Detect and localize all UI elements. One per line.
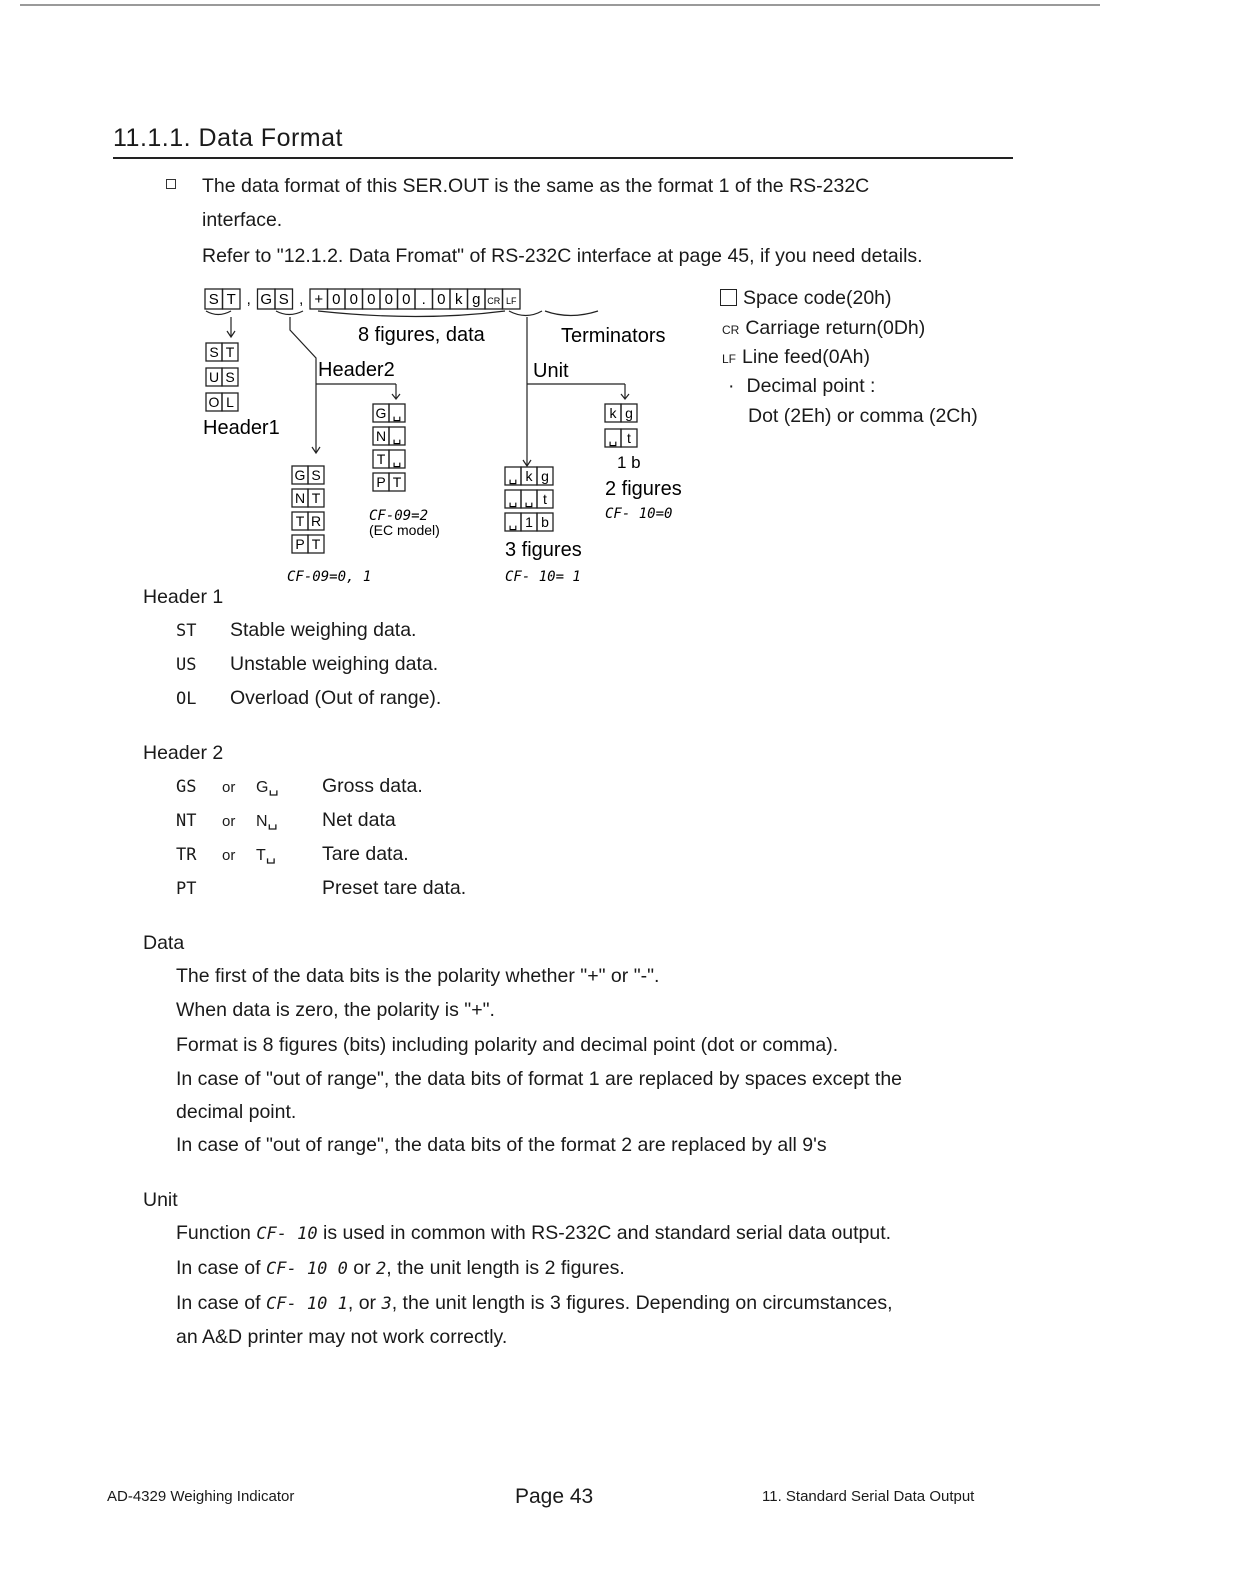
code-char: T: [376, 451, 386, 467]
cf09-ec: CF-09=2: [369, 508, 429, 524]
cf10-1: CF- 10= 1: [505, 569, 581, 585]
header1-codes: [206, 343, 238, 411]
intro-line-2: interface.: [202, 209, 283, 231]
unit2-code-0: [605, 404, 637, 422]
code-char: T: [225, 344, 235, 360]
unit2-code-2: 1 b: [617, 453, 641, 472]
header2-row-desc: Net data: [322, 809, 396, 831]
code-char: t: [543, 491, 547, 507]
header2-ec-code-3: [373, 473, 405, 491]
code-char: O: [208, 394, 220, 410]
header2-row-code: GS: [176, 777, 197, 797]
code-char: N: [294, 490, 306, 506]
footer-left: AD-4329 Weighing Indicator: [107, 1488, 295, 1505]
legend-decimal-2: Dot (2Eh) or comma (2Ch): [748, 405, 978, 427]
code-char: ␣: [508, 468, 518, 484]
header1-row: [176, 685, 441, 712]
header1-row-code: ST: [176, 621, 197, 641]
unit-3fig-label: 3 figures: [505, 539, 582, 561]
ec-model-label: (EC model): [369, 522, 440, 538]
code-char: T: [311, 536, 321, 552]
header2-row-alt: T␣: [256, 847, 276, 864]
code-char: P: [295, 536, 305, 552]
legend-lf: LF Line feed(0Ah): [722, 346, 870, 368]
header1-row: [176, 651, 438, 678]
header2-row-or: or: [222, 779, 236, 796]
cf09-std: CF-09=0, 1: [287, 569, 372, 585]
header2-code-pt: [292, 535, 324, 553]
format-char: 0: [367, 291, 376, 308]
data-format-diagram: [0, 0, 1244, 620]
unit-line-4: an A&D printer may not work correctly.: [176, 1326, 508, 1348]
header1-row-desc: Stable weighing data.: [230, 619, 417, 641]
data-line: When data is zero, the polarity is "+".: [176, 999, 495, 1021]
data-line: decimal point.: [176, 1101, 297, 1123]
unit-line-3: In case of CF- 10 1, or 3, the unit length is 3 figures. Depending on circumstances,: [176, 1292, 893, 1314]
data-line: The first of the data bits is the polarity whether "+" or "-".: [176, 965, 660, 987]
unit-2fig-label: 2 figures: [605, 478, 682, 500]
header1-row-desc: Unstable weighing data.: [230, 653, 439, 675]
label-header2: Header2: [318, 359, 395, 381]
format-char: 0: [332, 291, 341, 308]
format-char: +: [314, 291, 324, 308]
format-char: S: [278, 291, 289, 308]
header2-row-alt: N␣: [256, 813, 278, 830]
header2-ec-code-1: [373, 427, 405, 445]
code-char: S: [209, 344, 219, 360]
header1-code-st: [206, 343, 238, 361]
footer-page: Page 43: [515, 1485, 594, 1508]
format-char: 0: [437, 291, 446, 308]
label-8-figures: 8 figures, data: [358, 324, 485, 346]
format-char: 0: [349, 291, 358, 308]
legend-decimal: · Decimal point :: [728, 375, 876, 397]
header1-row-desc: Overload (Out of range).: [230, 687, 442, 709]
format-char: S: [208, 291, 219, 308]
header2-codes: [292, 466, 324, 553]
format-char: T: [226, 291, 236, 308]
section-title: 11.1.1. Data Format: [113, 124, 343, 152]
header2-row-code: TR: [176, 845, 197, 865]
format-char: LF: [505, 296, 517, 306]
code-char: U: [208, 369, 220, 385]
format-char: G: [260, 291, 273, 308]
header2-row: [176, 875, 466, 902]
header2-row-alt: G␣: [256, 779, 279, 796]
intro-line-3: Refer to "12.1.2. Data Fromat" of RS-232C interface at page 45, if you need details.: [202, 245, 923, 267]
header2-row-code: NT: [176, 811, 197, 831]
code-char: ␣: [392, 428, 402, 444]
code-char: L: [226, 394, 234, 410]
legend-cr: CR Carriage return(0Dh): [722, 317, 926, 339]
code-char: k: [525, 468, 533, 484]
code-char: T: [295, 513, 305, 529]
unit3-code-1: [505, 490, 553, 508]
code-char: g: [625, 405, 633, 421]
header1-row-code: US: [176, 655, 197, 675]
code-char: ␣: [392, 451, 402, 467]
header2-row: [176, 773, 423, 801]
code-char: k: [609, 405, 617, 421]
label-terminators: Terminators: [561, 325, 666, 347]
unit-2fig-codes: [605, 404, 641, 472]
code-char: ␣: [524, 491, 534, 507]
header2-row-desc: Gross data.: [322, 775, 423, 797]
format-char: .: [421, 291, 426, 308]
format-char: 0: [384, 291, 393, 308]
decimal-point-icon: ·: [728, 375, 735, 397]
format-char: k: [455, 291, 463, 308]
header1-heading: Header 1: [143, 586, 224, 608]
unit-line-2: In case of CF- 10 0 or 2, the unit length is 2 figures.: [176, 1257, 625, 1279]
header2-row-code: PT: [176, 879, 197, 899]
label-unit: Unit: [533, 360, 569, 382]
code-char: S: [311, 467, 321, 483]
format-char: ,: [246, 291, 251, 308]
header2-code-tr: [292, 512, 324, 530]
data-line: In case of "out of range", the data bits of the format 2 are replaced by all 9's: [176, 1134, 827, 1156]
space-code-icon: [720, 289, 737, 306]
code-char: ␣: [508, 514, 518, 530]
format-char: ,: [299, 291, 304, 308]
label-header1: Header1: [203, 417, 280, 439]
format-char: 0: [402, 291, 411, 308]
header2-ec-code-2: [373, 450, 405, 468]
data-line: In case of "out of range", the data bits of format 1 are replaced by spaces except the: [176, 1068, 903, 1090]
code-char: T: [311, 490, 321, 506]
unit-heading: Unit: [143, 1189, 178, 1211]
header1-row-code: OL: [176, 689, 197, 709]
header2-row: [176, 807, 396, 835]
data-line: Format is 8 figures (bits) including polarity and decimal point (dot or comma).: [176, 1034, 839, 1056]
code-char: R: [310, 513, 322, 529]
format-cells: [205, 289, 520, 309]
lf-icon: LF: [722, 352, 737, 366]
code-char: T: [392, 474, 402, 490]
header2-row-or: or: [222, 847, 236, 864]
header2-row-desc: Tare data.: [322, 843, 409, 865]
legend-space: Space code(20h): [720, 285, 892, 311]
code-char: G: [294, 467, 306, 483]
header1-code-us: [206, 368, 238, 386]
code-char: ␣: [392, 405, 402, 421]
code-char: G: [375, 405, 387, 421]
header1-code-ol: [206, 393, 238, 411]
header2-heading: Header 2: [143, 742, 224, 764]
code-char: P: [376, 474, 386, 490]
code-char: ␣: [608, 430, 618, 446]
header1-row: [176, 617, 416, 644]
cf10-0: CF- 10=0: [605, 506, 673, 522]
code-char: b: [541, 514, 549, 530]
unit3-code-2: [505, 513, 553, 531]
format-char: g: [472, 291, 481, 308]
header2-ec-code-0: [373, 404, 405, 422]
unit-line-1: Function CF- 10 is used in common with RS-232C and standard serial data output.: [176, 1222, 892, 1244]
header2-row-desc: Preset tare data.: [322, 877, 467, 899]
code-char: 1: [525, 514, 533, 530]
code-char: N: [375, 428, 387, 444]
header2-row: [176, 841, 409, 869]
code-char: S: [225, 369, 235, 385]
intro-line-1: The data format of this SER.OUT is the same as the format 1 of the RS-232C: [202, 175, 870, 197]
code-char: t: [627, 430, 631, 446]
unit3-code-0: [505, 467, 553, 485]
header2-ec-codes: [373, 404, 405, 491]
header2-code-gs: [292, 466, 324, 484]
header2-code-nt: [292, 489, 324, 507]
unit2-code-1: [605, 429, 637, 447]
unit-3fig-codes: [505, 467, 553, 531]
data-heading: Data: [143, 932, 185, 954]
cr-icon: CR: [722, 323, 740, 337]
code-char: g: [541, 468, 549, 484]
code-char: ␣: [508, 491, 518, 507]
format-char: CR: [487, 296, 501, 306]
footer-right: 11. Standard Serial Data Output: [762, 1488, 975, 1505]
header2-row-or: or: [222, 813, 236, 830]
